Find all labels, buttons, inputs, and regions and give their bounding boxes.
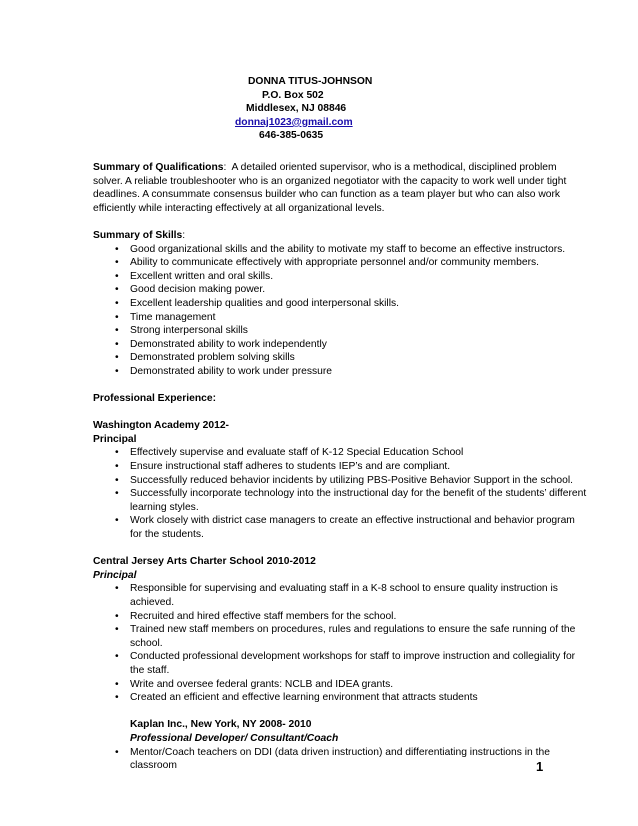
bullet-icon: • — [115, 651, 119, 663]
list-item-text: Ensure instructional staff adheres to students IEP’s and are compliant. — [130, 461, 451, 473]
list-item-text: Mentor/Coach teachers on DDI (data driven instruction) and differentiating instructions in the classroom — [130, 746, 550, 772]
list-item — [93, 650, 588, 677]
bullet-icon: • — [115, 365, 119, 377]
list-item — [93, 256, 588, 270]
experience-heading: Professional Experience: — [93, 393, 217, 405]
job-organization: Kaplan Inc., New York, NY 2008- 2010 — [130, 719, 312, 731]
list-item-text: Demonstrated problem solving skills — [130, 352, 295, 364]
list-item — [93, 514, 588, 541]
list-item-text: Excellent written and oral skills. — [130, 270, 274, 282]
list-item-text: Time management — [130, 311, 216, 323]
bullet-icon: • — [115, 583, 119, 595]
list-item — [93, 446, 588, 460]
bullet-icon: • — [115, 243, 119, 255]
job-organization: Washington Academy 2012- — [93, 420, 229, 432]
job-duties-list — [93, 446, 588, 541]
list-item-text: Excellent leadership qualities and good interpersonal skills. — [130, 297, 400, 309]
bullet-icon: • — [115, 352, 119, 364]
bullet-icon: • — [115, 746, 119, 758]
summary-text: A detailed oriented supervisor, who is a methodical, disciplined problem solver. A reliable troubleshooter who is an organized negotiator with the capacity to work well under tight deadlines. A consummate consensus builder who can function as a team player but who can also work efficiently while interacting effectively at all organizational levels. — [93, 162, 567, 214]
bullet-icon: • — [115, 297, 119, 309]
list-item — [93, 487, 588, 514]
summary-colon: : — [223, 162, 227, 173]
list-item-text: Write and oversee federal grants: NCLB and IDEA grants. — [130, 678, 394, 690]
list-item — [93, 243, 588, 257]
list-item-text: Demonstrated ability to work under pressure — [130, 365, 333, 377]
resume-body — [93, 161, 588, 773]
bullet-icon: • — [115, 678, 119, 690]
list-item — [93, 582, 588, 609]
page-number: 1 — [536, 759, 544, 774]
skills-list — [93, 243, 588, 379]
phone-number: 646-385-0635 — [259, 130, 324, 142]
list-item — [93, 691, 588, 705]
list-item — [93, 678, 588, 692]
list-item — [93, 338, 588, 352]
skills-colon: : — [182, 229, 186, 241]
job-duties-list — [93, 746, 588, 773]
list-item — [93, 474, 588, 488]
bullet-icon: • — [115, 461, 119, 473]
bullet-icon: • — [115, 488, 119, 500]
bullet-icon: • — [115, 284, 119, 296]
list-item-text: Ability to communicate effectively with appropriate personnel and/or community members. — [130, 257, 540, 269]
list-item-text: Strong interpersonal skills — [130, 325, 248, 337]
address-line-1: P.O. Box 502 — [262, 89, 324, 101]
bullet-icon: • — [115, 692, 119, 704]
job-organization: Central Jersey Arts Charter School 2010-2012 — [93, 556, 316, 568]
list-item — [93, 324, 588, 338]
list-item-text: Effectively supervise and evaluate staff of K-12 Special Education School — [130, 447, 464, 459]
summary-heading: Summary of Qualifications — [93, 162, 224, 173]
list-item-text: Created an efficient and effective learning environment that attracts students — [130, 692, 478, 704]
list-item-text: Demonstrated ability to work independently — [130, 338, 327, 350]
job-title: Principal — [93, 433, 137, 445]
list-item — [93, 351, 588, 365]
bullet-icon: • — [115, 610, 119, 622]
job-duties-list — [93, 582, 588, 704]
bullet-icon: • — [115, 338, 119, 350]
bullet-icon: • — [115, 325, 119, 337]
list-item — [93, 460, 588, 474]
list-item — [93, 283, 588, 297]
list-item-text: Good decision making power. — [130, 284, 266, 296]
skills-heading-line — [93, 229, 588, 243]
list-item — [93, 365, 588, 379]
job-title: Principal — [93, 569, 137, 581]
bullet-icon: • — [115, 515, 119, 527]
list-item-text: Successfully reduced behavior incidents by utilizing PBS-Positive Behavior Support in the school. — [130, 474, 574, 486]
list-item-text: Good organizational skills and the ability to motivate my staff to become an effective instructors. — [130, 243, 566, 255]
bullet-icon: • — [115, 624, 119, 636]
bullet-icon: • — [115, 474, 119, 486]
list-item — [93, 297, 588, 311]
bullet-icon: • — [115, 257, 119, 269]
skills-heading: Summary of Skills — [93, 229, 183, 241]
list-item-text: Recruited and hired effective staff members for the school. — [130, 610, 397, 622]
list-item — [93, 610, 588, 624]
bullet-icon: • — [115, 311, 119, 323]
candidate-name: DONNA TITUS-JOHNSON — [248, 76, 373, 87]
list-item — [93, 623, 588, 650]
list-item-text: Conducted professional development workshops for staff to improve instruction and collegiality for the staff. — [130, 651, 576, 676]
summary-paragraph — [93, 161, 588, 215]
list-item-text: Successfully incorporate technology into the instructional day for the benefit of the students’ different learning styles. — [130, 488, 587, 513]
list-item — [93, 270, 588, 284]
list-item-text: Work closely with district case managers to create an effective instructional and behavior program for the students. — [130, 515, 575, 541]
bullet-icon: • — [115, 270, 119, 282]
list-item — [93, 311, 588, 325]
job-title: Professional Developer/ Consultant/Coach — [130, 732, 339, 744]
email-link[interactable]: donnaj1023@gmail.com — [235, 116, 353, 128]
list-item — [93, 746, 588, 773]
address-line-2: Middlesex, NJ 08846 — [246, 103, 347, 115]
list-item-text: Responsible for supervising and evaluating staff in a K-8 school to ensure quality instruction is achieved. — [130, 583, 558, 608]
list-item-text: Trained new staff members on procedures, rules and regulations to ensure the safe running of the school. — [130, 624, 576, 649]
bullet-icon: • — [115, 447, 119, 459]
